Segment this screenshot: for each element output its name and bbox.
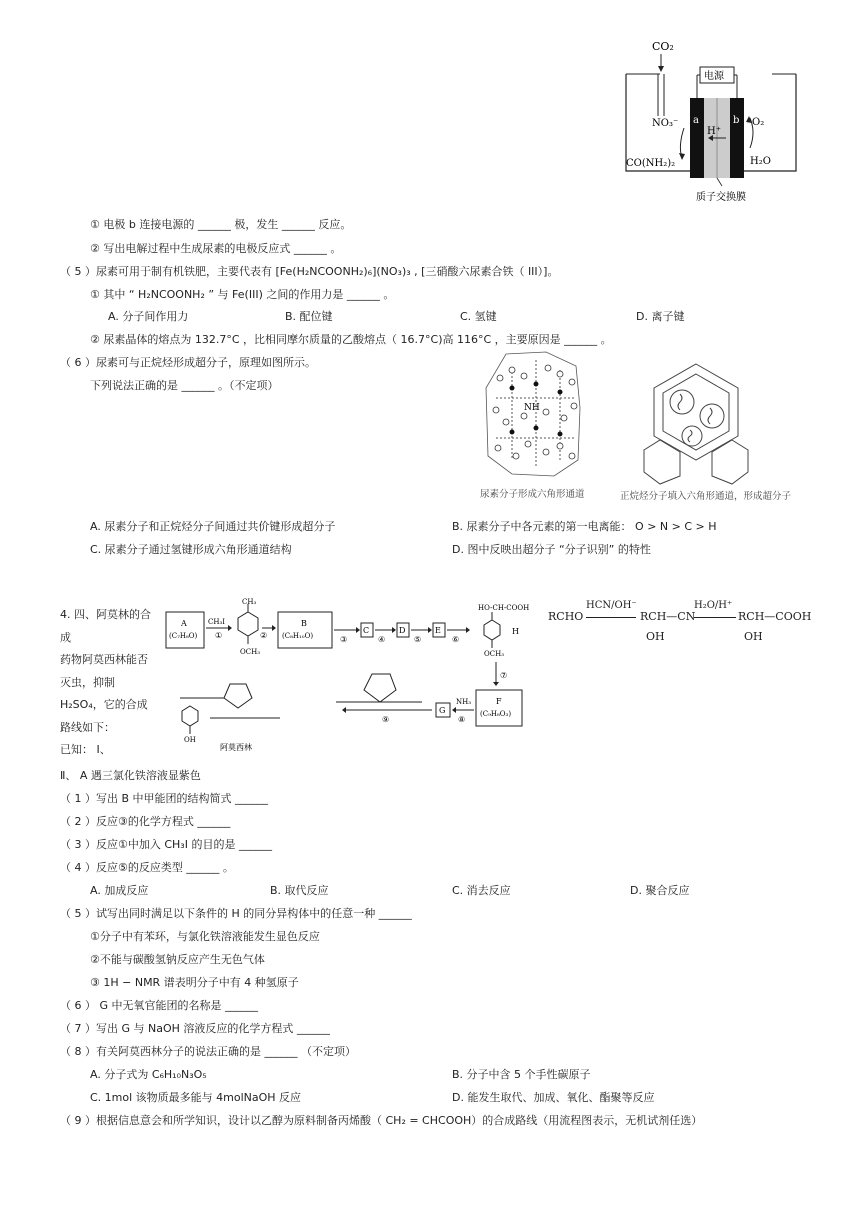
option-c: C. 氢键 [460,310,497,323]
step-2: ② [260,631,268,640]
option-a: A. 尿素分子和正烷烃分子间通过共价键形成超分子 [90,520,336,533]
scheme-ch3i: CH₃I [208,618,226,626]
arrow-line [586,617,636,618]
membrane-label: 质子交换膜 [696,192,746,203]
step-6: ⑥ [452,635,460,644]
figure-caption: 正烷烃分子填入六角形通道，形成超分子 [620,491,792,502]
intro-line: 药物阿莫西林能否 [60,653,148,666]
scheme-nh3: NH₃ [456,698,472,706]
no3-label: NO₃⁻ [652,118,679,129]
hexagon-channel-figure [636,360,756,485]
question-item: ① 其中 “ H₂NCOONH₂ ” 与 Fe(III) 之间的作用力是 ______ 。 [90,288,395,301]
section-intro [60,604,151,762]
option-d: D. 能发生取代、加成、氧化、酯聚等反应 [452,1091,655,1104]
intro-line: 灭虫，抑制 [60,675,115,689]
option-a: A. 加成反应 [90,884,149,897]
condition: ②不能与碳酸氢钠反应产生无色气体 [90,953,265,966]
option-b: B. 尿素分子中各元素的第一电离能： O > N > C > H [452,520,717,533]
option-b: B. 取代反应 [270,884,329,897]
scheme-f-formula: (C₉H₈O₃) [480,710,512,718]
known-reagent2: H₂O/H⁺ [694,600,733,611]
intro-line: 4. 四、阿莫林的合 [60,608,151,621]
known-rch-cooh: RCH—COOH [738,610,812,623]
scheme-g: G [439,706,446,715]
step-1: ① [215,631,223,640]
known-oh-1: OH [646,630,665,643]
step-5: ⑤ [414,635,422,644]
electrode-b-label: b [733,115,740,126]
known-rcho: RCHO [548,610,584,623]
known-oh-2: OH [744,630,763,643]
option-b: B. 分子中含 5 个手性碳原子 [452,1068,591,1081]
step-7: ⑦ [500,671,508,680]
question-item: ① 电极 b 连接电源的 ______ 极，发生 ______ 反应。 [90,218,352,231]
scheme-och3-h: OCH₃ [484,650,505,658]
scheme-h-struct: HO-CH-COOH [478,604,530,612]
question-stem: （ 5 ）尿素可用于制有机铁肥，主要代表有 [Fe(H₂NCOONH₂)₆](NO₃)₃ , [三硝酸六尿素合铁（ III）]。 [60,265,559,278]
question-stem: （ 1 ）写出 B 中甲能团的结构简式 ______ [60,792,269,805]
known-reaction [548,600,812,646]
scheme-f: F [496,697,502,706]
option-c: C. 尿素分子通过氢键形成六角形通道结构 [90,543,292,556]
option-d: D. 聚合反应 [630,884,690,897]
scheme-e: E [435,626,441,635]
synthesis-scheme [160,598,540,758]
question-stem: （ 7 ）写出 G 与 NaOH 溶液反应的化学方程式 ______ [60,1022,330,1035]
option-c: C. 消去反应 [452,884,511,897]
condition: ③ 1H − NMR 谱表明分子中有 4 种氢原子 [90,976,299,989]
electrolysis-diagram [618,36,808,206]
scheme-h: H [512,627,519,636]
option-a: A. 分子式为 C₆H₁₀N₃O₅ [90,1068,207,1081]
known-rch-cn: RCH—CN [640,610,696,623]
scheme-b: B [301,619,307,628]
arrow-line [694,617,736,618]
step-3: ③ [340,635,348,644]
question-item: 下列说法正确的是 ______ 。（不定项） [90,379,279,392]
scheme-b-formula: (C₈H₁₀O) [282,632,314,640]
question-stem: （ 9 ）根据信息意会和所学知识，设计以乙醇为原料制备丙烯酸（ CH₂ = CHCOOH）的合成路线（用流程图表示，无机试剂任选） [60,1114,703,1127]
o2-label: O₂ [752,117,765,128]
known-reagent1: HCN/OH⁻ [586,600,637,611]
electrode-a-label: a [693,115,699,126]
question-stem: （ 6 ）尿素可与正烷烃形成超分子，原理如图所示。 [60,356,316,369]
question-stem: （ 4 ）反应⑤的反应类型 ______ 。 [60,861,234,874]
amoxicillin-label: 阿莫西林 [220,743,252,752]
intro-line: 路线如下： [60,720,115,734]
scheme-ch3: CH₃ [242,598,257,606]
step-8: ⑧ [458,715,466,724]
option-a: A. 分子间作用力 [108,310,189,323]
urea-channel-figure [476,348,596,488]
scheme-a-formula: (C₇H₈O) [169,632,198,640]
scheme-och3: OCH₃ [240,648,261,656]
question-stem: （ 8 ）有关阿莫西林分子的说法正确的是 ______ （不定项） [60,1045,356,1058]
intro-line: 成 [60,630,71,644]
step-9: ⑨ [382,715,390,724]
scheme-oh: OH [184,736,196,744]
intro-line: H₂SO₄，它的合成 [60,698,148,711]
question-stem: （ 3 ）反应①中加入 CH₃I 的目的是 ______ [60,838,272,851]
power-label: 电源 [704,71,724,82]
question-stem: （ 2 ）反应③的化学方程式 ______ [60,815,231,828]
option-d: D. 离子键 [636,310,685,323]
question-stem: （ 6 ） G 中无氧官能团的名称是 ______ [60,999,259,1012]
h2o-label: H₂O [750,156,771,167]
nh-label: NH [524,403,540,413]
scheme-d: D [399,626,406,635]
option-b: B. 配位键 [285,310,333,323]
intro-line: 已知： Ⅰ、 [60,743,111,756]
option-c: C. 1mol 该物质最多能与 4molNaOH 反应 [90,1091,302,1104]
co2-label: CO₂ [652,40,674,53]
urea-label: CO(NH₂)₂ [626,158,676,169]
question-item: Ⅱ、 A 遇三氯化铁溶液显紫色 [60,769,201,782]
scheme-c: C [363,626,370,635]
step-4: ④ [378,635,386,644]
condition: ①分子中有苯环，与氯化铁溶液能发生显色反应 [90,930,320,943]
question-item: ② 尿素晶体的熔点为 132.7°C ，比相同摩尔质量的乙酸熔点（ 16.7°C)高 116°C ，主要原因是 ______ 。 [90,333,612,346]
question-item: ② 写出电解过程中生成尿素的电极反应式 ______ 。 [90,242,342,255]
option-d: D. 图中反映出超分子 “分子识别” 的特性 [452,543,651,556]
scheme-a: A [181,619,187,628]
h-plus-label: H⁺ [707,126,721,137]
figure-caption: 尿素分子形成六角形通道 [480,489,585,500]
question-stem: （ 5 ）试写出同时满足以下条件的 H 的同分异构体中的任意一种 ______ [60,907,412,920]
